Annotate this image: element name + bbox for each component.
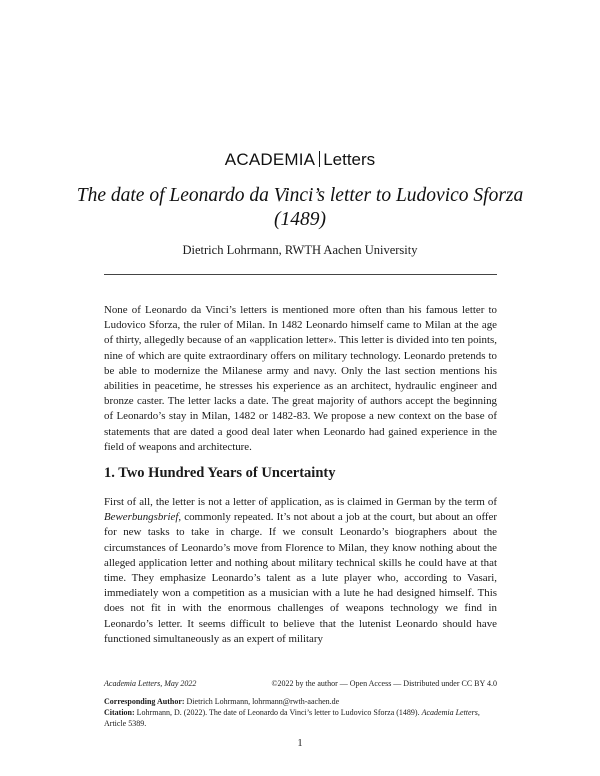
citation-line: [104, 707, 497, 729]
footer-journal: Academia Letters, May 2022: [104, 679, 197, 688]
masthead-brand: ACADEMIA: [224, 150, 316, 169]
section-body-paragraph: [104, 495, 497, 647]
author-line: Dietrich Lohrmann, RWTH Aachen University: [182, 243, 418, 257]
citation-text: Lohrmann, D. (2022). The date of Leonardo da Vinci’s letter to Ludovico Sforza (1489).: [136, 708, 422, 717]
footer-journal-line: [104, 679, 497, 688]
footer-meta: [104, 696, 497, 729]
citation-article: , Article 5389.: [104, 708, 480, 728]
corresponding-author-line: [104, 696, 497, 707]
abstract-paragraph: None of Leonardo da Vinci’s letters is mentioned more often than his famous letter to Ludovico Sforza, the ruler of Milan. In 1482 Leonardo himself came to Milan at the age of thirty, allegedly because of an «application letter». This letter is divided into ten points, nine of which are quite extraordinary offers on military technology. Leonardo pretends to be able to modernize the Milanese army and navy. Only the last section mentions his abilities in peacetime, he stresses his experience as an architect, hydraulic engineer and bronze caster. The letter lacks a date. The great majority of authors accept the beginning of Leonardo’s stay in Milan, 1482 or 1482-83. We propose a new context on the base of statements that are dated a good deal later when Leonardo had gained experience in the field of weapons and architecture.: [104, 304, 497, 453]
body-text-start: First of all, the letter is not a letter of application, as is claimed in German by the term of: [104, 496, 497, 508]
paper-title: The date of Leonardo da Vinci’s letter to Ludovico Sforza (1489): [76, 185, 524, 230]
corresponding-label: Corresponding Author:: [104, 697, 185, 706]
body-emphasis-term: Bewerbungsbrief: [104, 511, 179, 524]
section-heading: 1. Two Hundred Years of Uncertainty: [104, 465, 336, 481]
masthead-divider: [319, 151, 320, 167]
journal-masthead: [0, 150, 600, 170]
body-text-rest: , commonly repeated. It’s not about a job at the court, but about an offer for new tasks to take in charge. If we consult Leonardo’s biographers about the circumstances of Leonardo’s move from Florence to Milan, they know nothing about the alleged application letter and nothing about military technical skills he could have at that time. They emphasize Leonardo’s talent as a lute player who, according to Vasari, immediately won a competition as a musician with a lute he had designed himself. This does not fit in with the enormous challenges of weapons technology we find in Leonardo’s letter. It seems difficult to believe that the lutenist Leonardo should have functioned simultaneously as an expert of military: [104, 511, 497, 645]
footer-license: ©2022 by the author — Open Access — Distributed under CC BY 4.0: [271, 679, 497, 688]
corresponding-value: Dietrich Lohrmann, lohrmann@rwth-aachen.de: [186, 697, 340, 706]
title-divider: [104, 274, 497, 275]
masthead-subtitle: Letters: [323, 150, 376, 169]
citation-label: Citation:: [104, 708, 135, 717]
page-number: 1: [297, 738, 303, 749]
citation-journal: Academia Letters: [421, 708, 478, 717]
